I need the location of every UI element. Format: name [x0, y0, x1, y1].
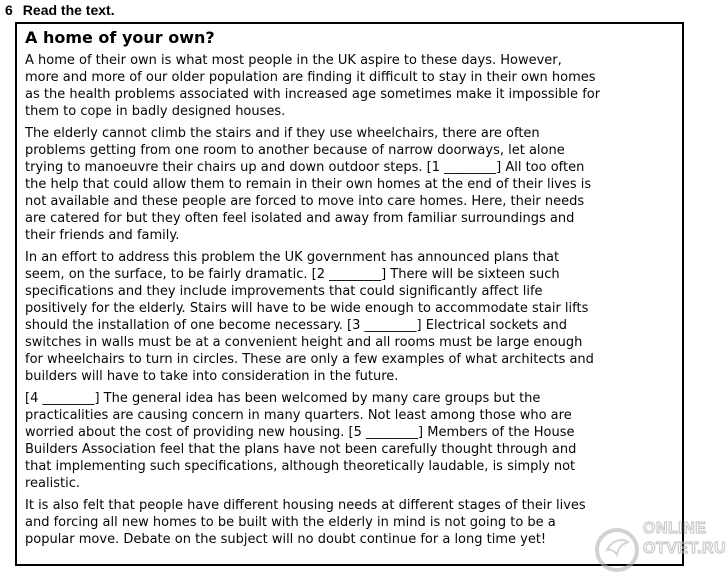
text-line: positively for the elderly. Stairs will have to be wide enough to accommodate stair lifts — [25, 301, 589, 316]
paragraph-3 — [25, 249, 676, 385]
text-line: specifications and they include improvements that could significantly affect life — [25, 284, 543, 299]
text-line-with-gap-1: trying to manoeuvre their chairs up and down outdoor steps. [1 ________] All too often — [25, 160, 585, 175]
watermark-line-otvetru: OTVET.RU — [643, 540, 726, 557]
paragraph-4 — [25, 390, 676, 492]
text-line: practicalities are causing concern in many quarters. Not least among those who are — [25, 408, 572, 423]
text-line: builders will have to take into consideration in the future. — [25, 369, 399, 384]
text-line: not available and these people are forced to move into care homes. Here, their needs — [25, 194, 585, 209]
text-line-with-gap-2: seem, on the surface, to be fairly dramatic. [2 ________] There will be sixteen such — [25, 267, 560, 282]
text-line: them to cope in badly designed houses. — [25, 104, 286, 119]
paragraph-2 — [25, 125, 676, 244]
watermark-line-online: ONLINE — [643, 520, 707, 537]
text-line: popular move. Debate on the subject will no doubt continue for a long time yet! — [25, 532, 547, 547]
reading-text-box — [15, 22, 684, 566]
text-line: that implementing such specifications, although theoretically laudable, is simply not — [25, 459, 576, 474]
article-title: A home of your own? — [25, 28, 215, 47]
text-line: problems getting from one room to another because of narrow doorways, let alone — [25, 143, 565, 158]
text-line-with-gap-4: [4 ________] The general idea has been welcomed by many care groups but the — [25, 391, 541, 406]
text-line: are catered for but they often feel isolated and away from familiar surroundings and — [25, 211, 575, 226]
text-line: switches in walls must be at a convenient height and all rooms must be large enough — [25, 335, 583, 350]
text-line: In an effort to address this problem the UK government has announced plans that — [25, 250, 560, 265]
text-line: A home of their own is what most people in the UK aspire to these days. However, — [25, 53, 562, 68]
exercise-instruction: Read the text. — [22, 2, 115, 18]
paragraph-1 — [25, 52, 676, 120]
exercise-header — [5, 2, 115, 19]
text-line: as the health problems associated with increased age sometimes make it impossible for — [25, 87, 601, 102]
text-line: Builders Association feel that the plans have not been carefully thought through and — [25, 442, 577, 457]
text-line: The elderly cannot climb the stairs and if they use wheelchairs, there are often — [25, 126, 540, 141]
text-line: more and more of our older population are finding it difficult to stay in their own homes — [25, 70, 596, 85]
text-line: for wheelchairs to turn in circles. These are only a few examples of what architects and — [25, 352, 594, 367]
text-line: the help that could allow them to remain in their own homes at the end of their lives is — [25, 177, 592, 192]
text-line: realistic. — [25, 476, 81, 491]
paragraph-5 — [25, 497, 676, 548]
text-line: and forcing all new homes to be built with the elderly in mind is not going to be a — [25, 515, 556, 530]
text-line: their friends and family. — [25, 228, 180, 243]
text-line-with-gap-3: should the installation of one become necessary. [3 ________] Electrical sockets and — [25, 318, 568, 333]
text-line: It is also felt that people have different housing needs at different stages of their lives — [25, 498, 586, 513]
exercise-number: 6 — [5, 2, 13, 18]
text-line-with-gap-5: worried about the cost of providing new housing. [5 ________] Members of the House — [25, 425, 575, 440]
